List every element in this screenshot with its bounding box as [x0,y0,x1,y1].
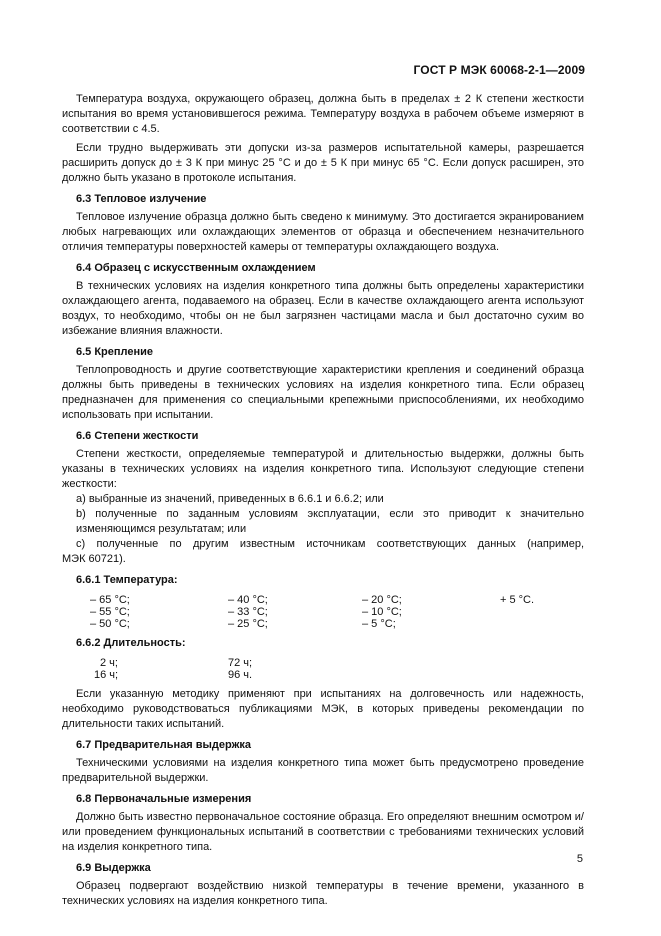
duration-value: 16 ч; [94,669,119,681]
temperature-value: – 65 °С; [90,594,130,606]
section-heading: 6.5 Крепление [76,346,154,358]
list-item: b) полученные по заданным условиям эксплуатации, если это приводит к значительно изменяющимся результатам; или [76,508,584,535]
section-heading: 6.6.2 Длительность: [76,637,186,649]
duration-value: 96 ч. [228,669,253,681]
temperature-value: – 40 °С; [228,594,268,606]
temperature-value: – 55 °С; [90,606,130,618]
section-paragraph: Тепловое излучение образца должно быть сведено к минимуму. Это достигается экранированием любых нагревающих или охлаждающих элементов от образца и обеспечением незначительного отличия температуры поверхностей камеры от температуры охлаждающего воздуха. [62,211,584,253]
section-paragraph: Степени жесткости, определяемые температурой и длительностью выдержки, должны быть указаны в технических условиях на изделия конкретного типа. Используют следующие степени жесткости: [62,448,584,490]
page-number: 5 [576,853,583,865]
temperature-value: – 5 °С; [362,618,396,630]
section-heading: 6.6.1 Температура: [76,574,178,586]
temperature-value: – 33 °С; [228,606,268,618]
section-heading: 6.4 Образец с искусственным охлаждением [76,262,316,274]
document-body [62,92,584,913]
temperature-value [500,618,600,630]
intro-paragraph: Если трудно выдерживать эти допуски из-за размеров испытательной камеры, разрешается расширить допуск до ± 3 К при минус 25 °С и до ± 5 К при минус 65 °С. Если допуск расширен, это должно быть указано в протоколе испытания. [62,142,584,184]
temperature-value: – 25 °С; [228,618,268,630]
section-paragraph: Должно быть известно первоначальное состояние образца. Его определяют внешним осмотром и/или проведением функциональных испытаний в соответствии с требованиями технических условий на изделия конкретного типа. [62,811,584,853]
temperature-list [90,594,584,630]
intro-paragraph: Температура воздуха, окружающего образец, должна быть в пределах ± 2 К степени жесткости испытания во время установившегося режима. Температуру воздуха в рабочем объеме измеряют в соответствии с 4.5. [62,93,584,135]
section-heading: 6.7 Предварительная выдержка [76,739,252,751]
section-heading: 6.8 Первоначальные измерения [76,793,252,805]
section-heading: 6.9 Выдержка [76,862,151,874]
section-heading: 6.6 Степени жесткости [76,430,199,442]
section-paragraph: Теплопроводность и другие соответствующие характеристики крепления и соединений образца должны быть приведены в технических условиях на изделия конкретного типа. Если образец предназначен для применения со специальными крепежными приспособлениями, их необходимо использовать при испытании. [62,364,584,421]
list-item-continuation: МЭК 60721). [62,553,126,565]
temperature-value: – 50 °С; [90,618,130,630]
list-item: c) полученные по другим известным источникам соответствующих данных (например, [76,538,584,550]
duration-value: 2 ч; [100,657,118,669]
section-paragraph: Образец подвергают воздействию низкой температуры в течение времени, указанного в технических условиях на изделия конкретного типа. [62,880,584,907]
temperature-value [500,606,600,618]
section-paragraph: В технических условиях на изделия конкретного типа должны быть определены характеристики охлаждающего агента, подаваемого на образец. Если в качестве охлаждающего агента используют воздух, то необходимо, чтобы он не был загрязнен частицами масла и был достаточно сухим во избежание влияния влажности. [62,280,584,337]
document-header: ГОСТ Р МЭК 60068-2-1—2009 [413,63,585,77]
temperature-value: – 10 °С; [362,606,402,618]
list-item: a) выбранные из значений, приведенных в 6.6.1 и 6.6.2; или [76,493,384,505]
temperature-value: + 5 °С. [500,594,535,606]
temperature-value: – 20 °С; [362,594,402,606]
section-heading: 6.3 Тепловое излучение [76,193,207,205]
section-paragraph: Если указанную методику применяют при испытаниях на долговечность или надежность, необходимо руководствоваться публикациями МЭК, в которых приведены рекомендации по длительности таких испытаний. [62,688,584,730]
duration-list [94,657,584,681]
duration-value: 72 ч; [228,657,253,669]
section-paragraph: Техническими условиями на изделия конкретного типа может быть предусмотрено проведение предварительной выдержки. [62,757,584,784]
